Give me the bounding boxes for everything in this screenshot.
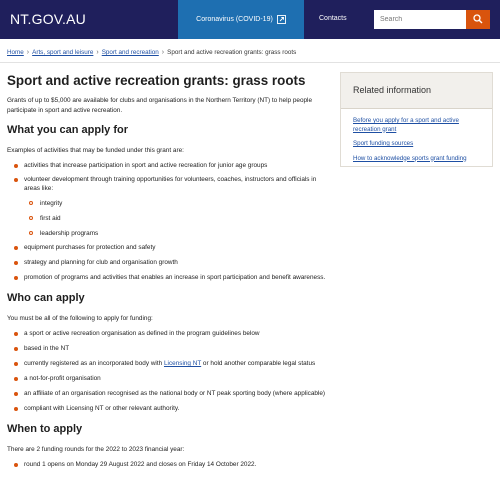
site-header [0, 0, 500, 39]
list-item-text: a not-for-profit organisation [24, 375, 101, 382]
hollow-bullet-icon [29, 231, 33, 235]
related-information-panel [340, 72, 493, 167]
breadcrumb-arts-sport-leisure[interactable]: Arts, sport and leisure [32, 49, 94, 56]
covid-link[interactable] [178, 0, 304, 39]
sub-list-item [7, 229, 333, 238]
list-item-text: promotion of programs and activities that enables an increase in sport participation and benefit awareness. [24, 274, 326, 281]
list-item-text: a sport or active recreation organisation as defined in the program guidelines below [24, 330, 260, 337]
related-link-before-you-apply[interactable]: Before you apply for a sport and active recreation grant [353, 117, 459, 133]
list-item-text: volunteer development through training opportunities for volunteers, coaches, instructors and officials in areas like: [24, 176, 317, 192]
list-item [7, 243, 333, 252]
search-button[interactable] [466, 10, 490, 29]
who-list [7, 329, 333, 413]
page-title: Sport and active recreation grants: grass roots [7, 73, 306, 88]
search-input[interactable] [374, 10, 466, 29]
contacts-link[interactable]: Contacts [319, 15, 347, 22]
bullet-icon [14, 261, 18, 265]
related-link-acknowledge-funding[interactable]: How to acknowledge sports grant funding [353, 154, 467, 162]
list-item-text: activities that increase participation in sport and active recreation for junior age groups [24, 162, 268, 169]
list-item-text: currently registered as an incorporated body with [24, 360, 164, 367]
list-item-text: compliant with Licensing NT or other relevant authority. [24, 405, 180, 412]
apply-for-lead: Examples of activities that may be funded under this grant are: [7, 147, 184, 154]
bullet-icon [14, 164, 18, 168]
related-link-funding-sources[interactable]: Sport funding sources [353, 140, 414, 147]
list-item [7, 404, 333, 413]
when-list [7, 460, 333, 469]
list-item [7, 329, 333, 338]
covid-link-label: Coronavirus (COVID-19) [196, 16, 273, 23]
breadcrumb-home[interactable]: Home [7, 49, 24, 56]
list-item-text: first aid [40, 215, 61, 222]
chevron-right-icon: › [161, 49, 165, 56]
bullet-icon [14, 463, 18, 467]
list-item [7, 161, 333, 170]
divider [0, 62, 500, 63]
heading-what-you-can-apply-for: What you can apply for [7, 124, 129, 136]
list-item-text: strategy and planning for club and organisation growth [24, 259, 178, 266]
site-logo[interactable]: NT.GOV.AU [10, 11, 86, 27]
apply-for-list [7, 161, 333, 193]
sub-list-item [7, 214, 333, 223]
search-icon [473, 12, 483, 27]
list-item-text: round 1 opens on Monday 29 August 2022 and closes on Friday 14 October 2022. [24, 461, 257, 468]
bullet-icon [14, 377, 18, 381]
list-item-text: leadership programs [40, 230, 99, 237]
breadcrumb-sport-recreation[interactable]: Sport and recreation [101, 49, 159, 56]
list-item [7, 374, 333, 383]
sub-list-item [7, 199, 333, 208]
bullet-icon [14, 246, 18, 250]
apply-for-list-continued [7, 243, 333, 282]
bullet-icon [14, 347, 18, 351]
intro-text: Grants of up to $5,000 are available for clubs and organisations in the Northern Territory (NT) to help people participate in sport and active recreation. [7, 97, 313, 114]
list-item-text: based in the NT [24, 345, 70, 352]
list-item-text: an affiliate of an organisation recognised as the national body or NT peak sporting body (where applicable) [24, 390, 326, 397]
external-link-icon [277, 15, 286, 24]
related-links [341, 109, 492, 177]
main-content [7, 72, 333, 469]
related-information-title: Related information [341, 73, 492, 109]
hollow-bullet-icon [29, 201, 33, 205]
apply-for-sub-list [7, 199, 333, 238]
who-lead: You must be all of the following to apply for funding: [7, 315, 153, 322]
list-item [7, 359, 333, 368]
heading-who-can-apply: Who can apply [7, 292, 85, 304]
list-item [7, 344, 333, 353]
breadcrumb [7, 49, 296, 56]
when-lead: There are 2 funding rounds for the 2022 to 2023 financial year: [7, 446, 185, 453]
list-item [7, 273, 333, 282]
bullet-icon [14, 276, 18, 280]
bullet-icon [14, 178, 18, 182]
bullet-icon [14, 362, 18, 366]
heading-when-to-apply: When to apply [7, 423, 83, 435]
breadcrumb-current: Sport and active recreation grants: grass roots [167, 49, 297, 56]
list-item [7, 258, 333, 267]
list-item [7, 389, 333, 398]
list-item [7, 460, 333, 469]
list-item [7, 175, 333, 193]
bullet-icon [14, 392, 18, 396]
chevron-right-icon: › [26, 49, 30, 56]
bullet-icon [14, 332, 18, 336]
bullet-icon [14, 407, 18, 411]
chevron-right-icon: › [96, 49, 99, 56]
hollow-bullet-icon [29, 216, 33, 220]
list-item-text: equipment purchases for protection and safety [24, 244, 156, 251]
licensing-nt-link[interactable]: Licensing NT [163, 360, 202, 367]
list-item-text: integrity [40, 200, 63, 207]
list-item-text: or hold another comparable legal status [201, 360, 316, 367]
